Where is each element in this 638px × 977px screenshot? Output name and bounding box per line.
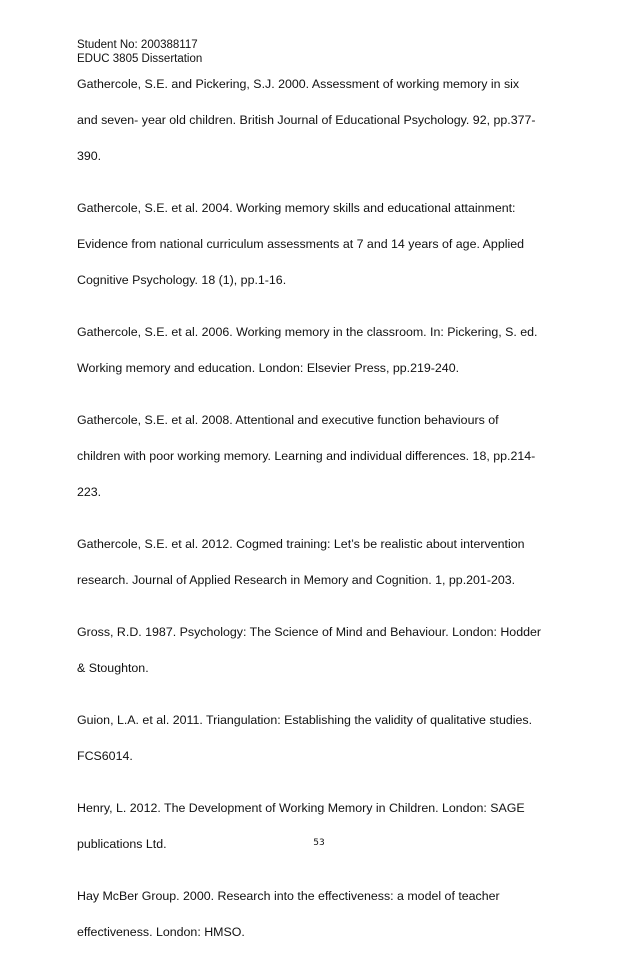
reference-entry [77, 201, 567, 309]
reference-line: Gathercole, S.E. et al. 2004. Working memory skills and educational attainment: [77, 201, 516, 215]
reference-entry [77, 801, 567, 873]
reference-line: Cognitive Psychology. 18 (1), pp.1-16. [77, 273, 287, 287]
reference-entry [77, 537, 567, 609]
reference-line: research. Journal of Applied Research in Memory and Cognition. 1, pp.201-203. [77, 573, 516, 587]
reference-line: 390. [77, 149, 102, 163]
reference-line: Gathercole, S.E. et al. 2008. Attentional and executive function behaviours of [77, 413, 499, 427]
reference-line: publications Ltd. [77, 837, 167, 851]
reference-line: Gross, R.D. 1987. Psychology: The Science of Mind and Behaviour. London: Hodder [77, 625, 542, 639]
reference-line: and seven- year old children. British Journal of Educational Psychology. 92, pp.377- [77, 113, 536, 127]
page-header [77, 38, 202, 66]
course-title: EDUC 3805 Dissertation [77, 53, 203, 65]
student-number: Student No: 200388117 [77, 39, 198, 51]
reference-entry [77, 625, 567, 697]
page-number: 53 [313, 838, 325, 848]
reference-line: children with poor working memory. Learning and individual differences. 18, pp.214- [77, 449, 536, 463]
reference-entry [77, 889, 567, 961]
reference-line: Gathercole, S.E. et al. 2006. Working memory in the classroom. In: Pickering, S. ed. [77, 325, 538, 339]
reference-line: Evidence from national curriculum assessments at 7 and 14 years of age. Applied [77, 237, 524, 251]
reference-entry [77, 77, 567, 185]
reference-entry [77, 325, 567, 397]
reference-line: Gathercole, S.E. et al. 2012. Cogmed training: Let’s be realistic about intervention [77, 537, 525, 551]
reference-line: effectiveness. London: HMSO. [77, 925, 245, 939]
reference-line: Gathercole, S.E. and Pickering, S.J. 2000. Assessment of working memory in six [77, 77, 520, 91]
reference-line: Henry, L. 2012. The Development of Working Memory in Children. London: SAGE [77, 801, 525, 815]
reference-line: FCS6014. [77, 749, 133, 763]
reference-line: Working memory and education. London: Elsevier Press, pp.219-240. [77, 361, 460, 375]
reference-line: & Stoughton. [77, 661, 149, 675]
reference-line: Hay McBer Group. 2000. Research into the effectiveness: a model of teacher [77, 889, 500, 903]
reference-line: Guion, L.A. et al. 2011. Triangulation: Establishing the validity of qualitative studies. [77, 713, 533, 727]
reference-line: 223. [77, 485, 102, 499]
reference-entry [77, 413, 567, 521]
reference-entry [77, 713, 567, 785]
